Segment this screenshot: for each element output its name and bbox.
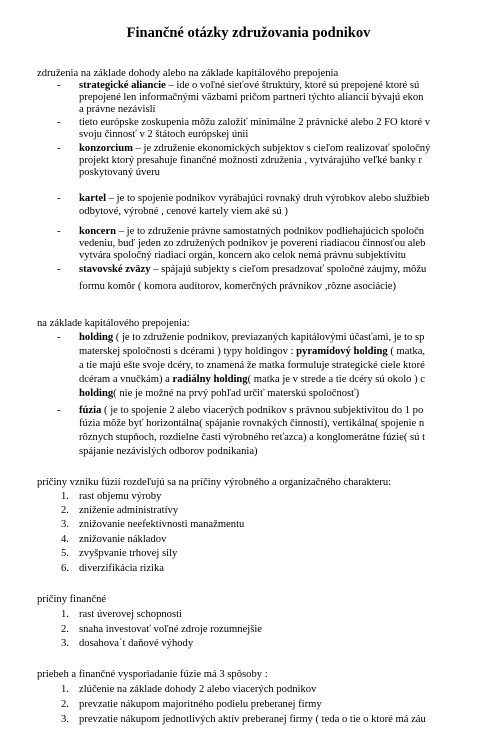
list-number: 2. xyxy=(61,699,69,710)
list-item-professional-associations xyxy=(79,264,426,276)
item-text: – spájajú subjekty s cieľom presadzovať spoločné záujmy, môžu xyxy=(150,264,427,275)
list-item-european-groupings: tieto európske zoskupenia môžu založiť minimálne 2 právnické alebo 2 FO ktoré v xyxy=(79,117,431,128)
bullet-dash: - xyxy=(57,226,61,237)
item-text-continuation xyxy=(79,374,425,386)
list-number: 5. xyxy=(61,548,69,559)
section-intro-agreements: združenia na základe dohody alebo na základe kapitálového prepojenia xyxy=(37,68,339,79)
item-text-continuation: vedeniu, buď jeden zo združených podnikov je poverení riadiacou činnosťou aleb xyxy=(79,238,426,249)
list-number: 3. xyxy=(61,638,69,649)
bullet-dash: - xyxy=(57,332,61,343)
term-holding: holding xyxy=(79,388,114,399)
term-cartel: kartel xyxy=(79,193,107,204)
bullet-dash: - xyxy=(57,193,61,204)
list-number: 1. xyxy=(61,609,69,620)
item-text-continuation: formu komôr ( komora audítorov, komerčných právnikov ,rôzne asociácie) xyxy=(79,281,397,292)
bullet-dash: - xyxy=(57,264,61,275)
list-item: prevzatie nákupom majoritného podielu preberanej firmy xyxy=(79,699,322,710)
term-concern: koncern xyxy=(79,226,117,237)
list-number: 1. xyxy=(61,684,69,695)
bullet-dash: - xyxy=(57,80,61,91)
list-item: snaha investovať voľné zdroje rozumnejšie xyxy=(79,624,262,635)
term-radial-holding: radiálny holding xyxy=(172,374,248,385)
item-text: – je združenie ekonomických subjektov s cieľom realizovať spoločný xyxy=(132,143,431,154)
item-text: dcéram a vnučkám) a xyxy=(79,374,173,385)
term-consortium: konzorcium xyxy=(79,143,133,154)
list-item-concern xyxy=(79,226,424,238)
item-text-continuation: prepojené len informačnými väzbami pričom partneri týchto aliancií bývajú ekon xyxy=(79,92,424,103)
item-text: – ide o voľné sieťové štruktúry, ktoré sú prepojené ktoré sú xyxy=(165,80,420,91)
item-text-continuation xyxy=(79,346,425,358)
list-item: znižovanie nákladov xyxy=(79,534,167,545)
document-title: Finančné otázky združovania podnikov xyxy=(126,25,371,41)
item-text-continuation: fúzia môže byť horizontálna( spájanie rovnakých činností), vertikálna( spojenie n xyxy=(79,418,425,429)
list-item-holding xyxy=(79,332,424,344)
bullet-dash: - xyxy=(57,143,61,154)
item-text: – je to spojenie podnikov vyrábajúci rovnaký druh výrobkov alebo službieb xyxy=(106,193,430,204)
item-text: – je to združenie právne samostatných podnikov podliehajúcich spoločn xyxy=(116,226,425,237)
list-number: 2. xyxy=(61,505,69,516)
item-text-continuation: projekt ktorý presahuje finančné možnosti združenia , vytvárajúho veľké banky r xyxy=(79,155,422,166)
list-number: 3. xyxy=(61,519,69,530)
list-item-strategic-alliances xyxy=(79,80,419,92)
term-holding: holding xyxy=(79,332,114,343)
item-text-continuation: rôznych stupňoch, rozdielne časti výrobného reťazca) a konglomerátne fúzie( sú t xyxy=(79,432,426,443)
section-intro-production-causes: príčiny vzniku fúzií rozdeľujú sa na príčiny výrobného a organizačného charakteru: xyxy=(37,477,392,488)
list-item: rast objemu výroby xyxy=(79,491,162,502)
term-pyramid-holding: pyramídový holding xyxy=(296,346,388,357)
item-text-continuation: svoju činnosť v 2 štátoch európskej únii xyxy=(79,129,249,140)
item-text-continuation: spájanie nezávislých odborov podnikania) xyxy=(79,446,258,457)
list-item: zníženie administratívy xyxy=(79,505,179,516)
section-intro-capital: na základe kapitálového prepojenia: xyxy=(37,318,190,329)
item-text-continuation: vytvára spoločný riadiaci orgán, koncern ako celok nemá právnu subjektivitu xyxy=(79,250,406,261)
item-text-continuation: a tie majú ešte svoje dcéry, to znamená že matka formuluje strategické ciele ktoré xyxy=(79,360,425,371)
item-text: ( je to združenie podnikov, previazaných kapitálovými účasťami, je to sp xyxy=(113,332,425,343)
list-item-cartel xyxy=(79,193,429,205)
list-item: rast úverovej schopnosti xyxy=(79,609,182,620)
item-text-continuation: odbytové, výrobné , cenové kartely viem aké sú ) xyxy=(79,206,288,217)
list-item: diverzifikácia rizika xyxy=(79,563,164,574)
item-text: ( nie je možné na prvý pohľad určiť materskú spoločnosť) xyxy=(113,388,360,399)
list-number: 6. xyxy=(61,563,69,574)
term-fusion: fúzia xyxy=(79,405,102,416)
term-strategic-alliances: strategické aliancie xyxy=(79,80,166,91)
item-text: materskej spoločnosti s dcérami ) typy holdingov : xyxy=(79,346,297,357)
list-item: zvyšpvanie trhovej sily xyxy=(79,548,178,559)
list-number: 3. xyxy=(61,714,69,725)
list-item: dosahova´t daňové výhody xyxy=(79,638,194,649)
section-intro-merger-settlement: priebeh a finančné vysporiadanie fúzie má 3 spôsoby : xyxy=(37,669,268,680)
item-text-continuation xyxy=(79,388,359,400)
list-item: prevzatie nákupom jednotlivých aktív preberanej firmy ( teda o tie o ktoré má záu xyxy=(79,714,426,725)
item-text: ( matka, xyxy=(387,346,426,357)
item-text: ( matka je v strede a tie dcéry sú okolo ) c xyxy=(247,374,425,385)
term-professional-associations: stavovské zväzy xyxy=(79,264,151,275)
list-item: zlúčenie na základe dohody 2 alebo viacerých podnikov xyxy=(79,684,317,695)
item-text-continuation: poskytovaný úveru xyxy=(79,167,160,178)
item-text-continuation: a právne nezávislí xyxy=(79,104,156,115)
list-number: 2. xyxy=(61,624,69,635)
list-item: znižovanie neefektívnosti manažmentu xyxy=(79,519,245,530)
item-text: ( je to spojenie 2 alebo viacerých podnikov s právnou subjektivitou do 1 po xyxy=(101,405,424,416)
list-item-fusion xyxy=(79,405,423,417)
list-number: 1. xyxy=(61,491,69,502)
bullet-dash: - xyxy=(57,405,61,416)
bullet-dash: - xyxy=(57,117,61,128)
section-intro-financial-causes: príčiny finančné xyxy=(37,594,107,605)
list-number: 4. xyxy=(61,534,69,545)
list-item-consortium xyxy=(79,143,430,155)
